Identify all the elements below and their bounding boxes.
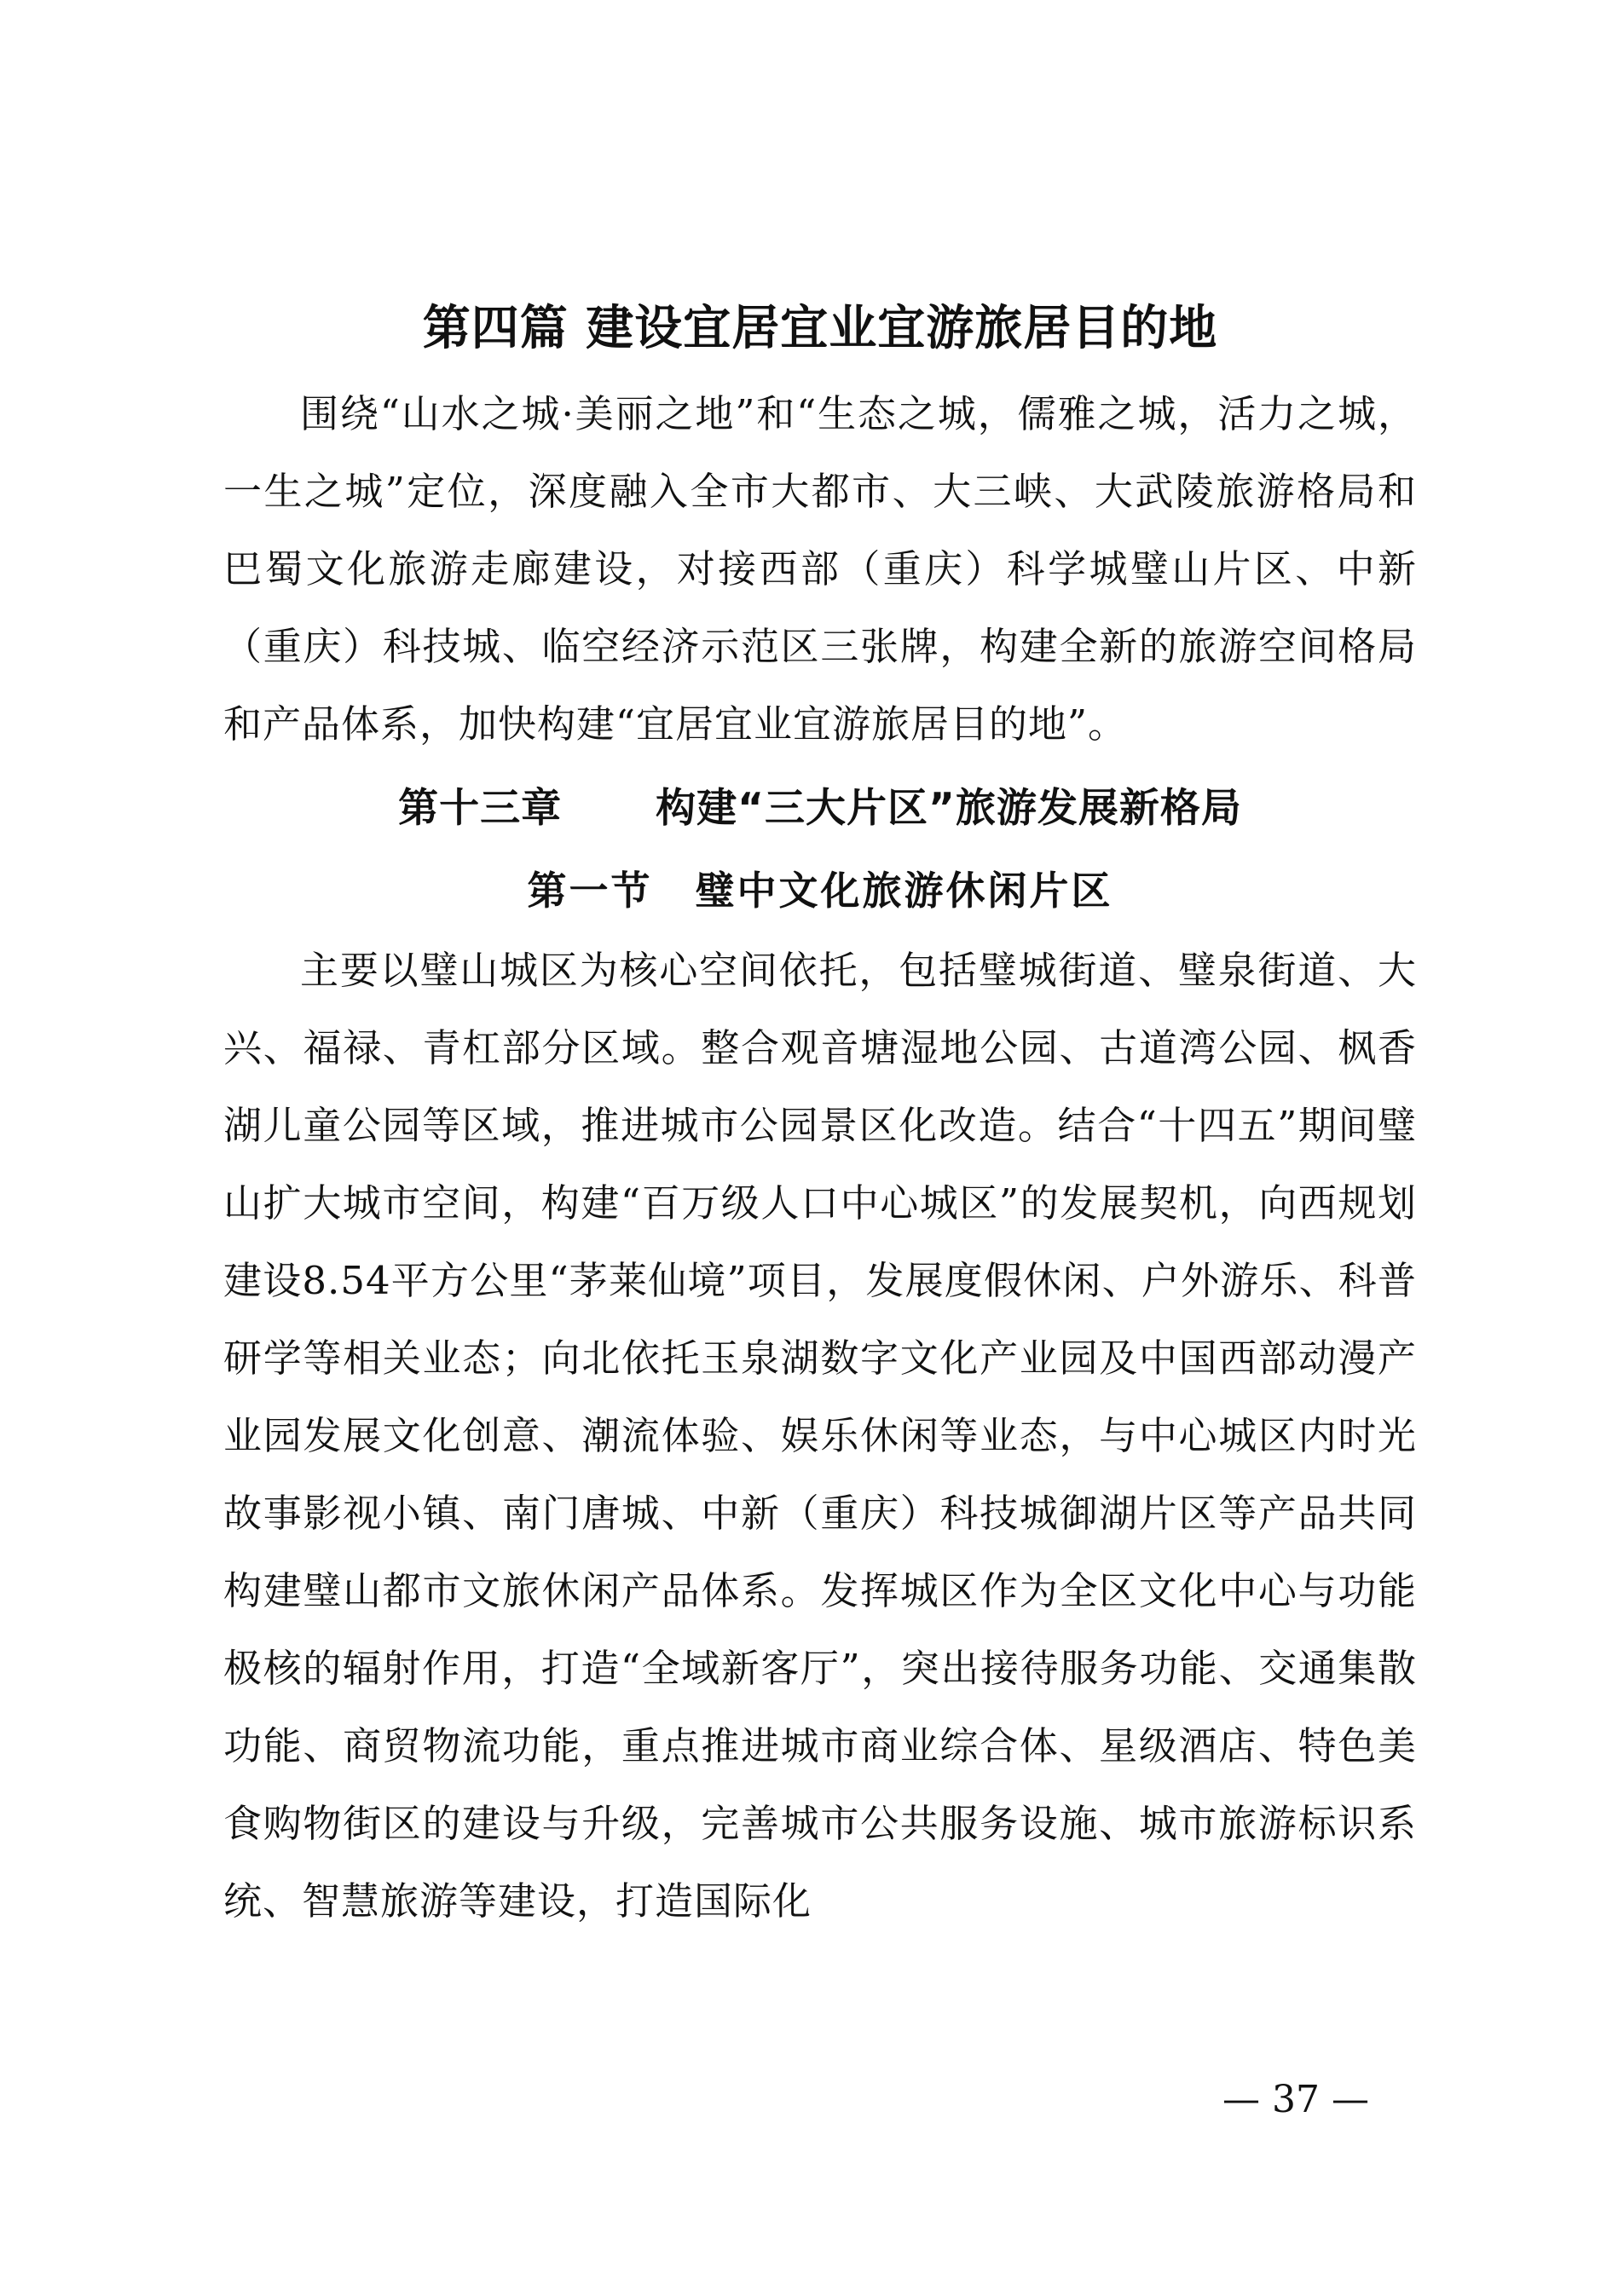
section-title: 璧中文化旅游休闲片区: [695, 868, 1113, 914]
section-heading: [223, 850, 1417, 932]
page-number: — 37 —: [1222, 2078, 1369, 2121]
body-paragraph: 主要以璧山城区为核心空间依托，包括璧城街道、璧泉街道、大兴、福禄、青杠部分区域。整合观音塘湿地公园、古道湾公园、枫香湖儿童公园等区域，推进城市公园景区化改造。结合“十四五”期间璧山扩大城市空间，构建“百万级人口中心城区”的发展契机，向西规划建设8.54平方公里“茅莱仙境”项目，发展度假休闲、户外游乐、科普研学等相关业态；向北依托玉泉湖数字文化产业园及中国西部动漫产业园发展文化创意、潮流体验、娱乐休闲等业态，与中心城区内时光故事影视小镇、南门唐城、中新（重庆）科技城御湖片区等产品共同构建璧山都市文旅休闲产品体系。发挥城区作为全区文化中心与功能极核的辐射作用，打造“全域新客厅”，突出接待服务功能、交通集散功能、商贸物流功能，重点推进城市商业综合体、星级酒店、特色美食购物街区的建设与升级，完善城市公共服务设施、城市旅游标识系统、智慧旅游等建设，打造国际化: [223, 948, 1417, 1924]
section-number: 第一节: [527, 868, 653, 914]
chapter-title: 构建“三大片区”旅游发展新格局: [656, 785, 1242, 832]
chapter-heading: [223, 768, 1417, 850]
intro-paragraph: 围绕“山水之城·美丽之地”和“生态之城，儒雅之城，活力之城，一生之城”定位，深度融入全市大都市、大三峡、大武陵旅游格局和巴蜀文化旅游走廊建设，对接西部（重庆）科学城璧山片区、中新（重庆）科技城、临空经济示范区三张牌，构建全新的旅游空间格局和产品体系，加快构建“宜居宜业宜游旅居目的地”。: [223, 391, 1417, 747]
chapter-number: 第十三章: [398, 785, 563, 832]
page-content: [223, 290, 1417, 1940]
part-title: 第四篇 建设宜居宜业宜游旅居目的地: [422, 300, 1218, 356]
